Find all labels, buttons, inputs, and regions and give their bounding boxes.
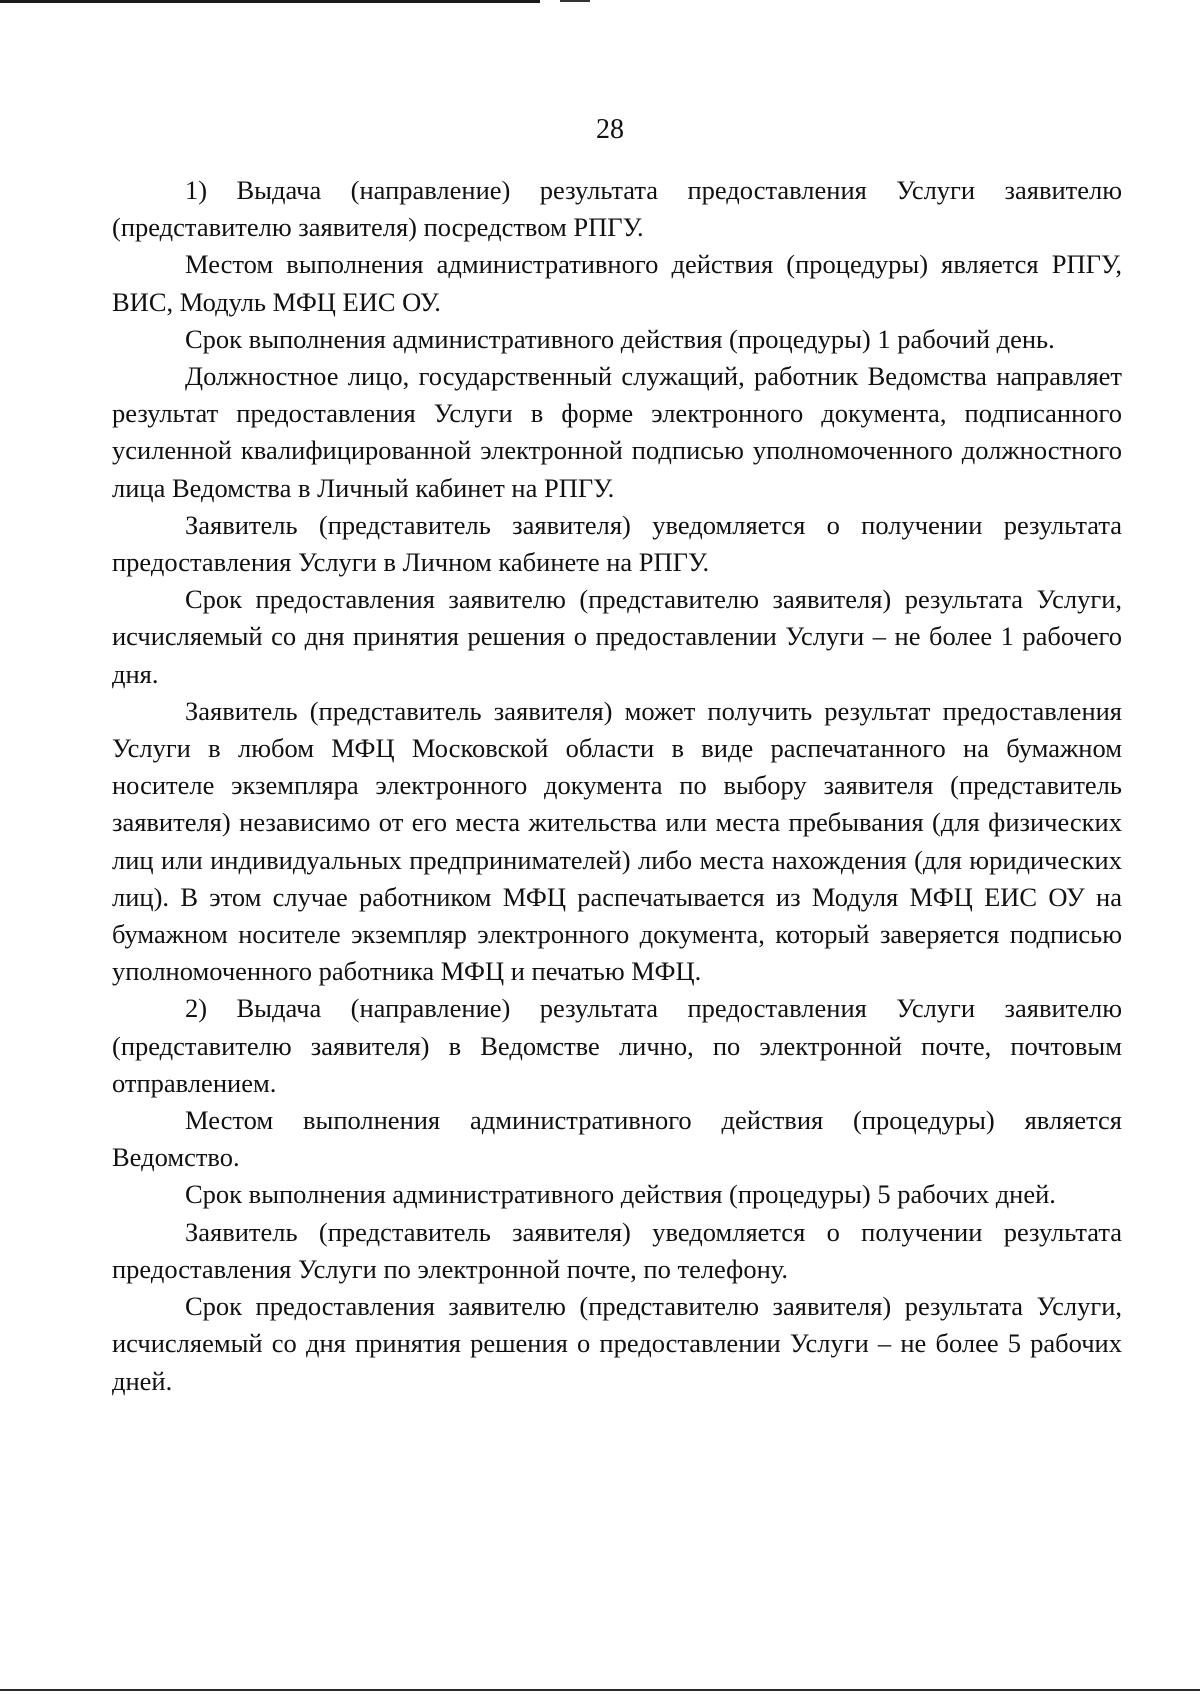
paragraph-8: 2) Выдача (направление) результата предоставления Услуги заявителю (представителю заявителя) в Ведомстве лично, по электронной почте, почтовым отправлением. <box>112 993 1122 1098</box>
paragraph-4: Должностное лицо, государственный служащий, работник Ведомства направляет результат предоставления Услуги в форме электронного документа, подписанного усиленной квалифицированной электронной подписью уполномоченного должностного лица Ведомства в Личный кабинет на РПГУ. <box>112 361 1122 503</box>
paragraph-12: Срок предоставления заявителю (представителю заявителя) результата Услуги, исчисляемый со дня принятия решения о предоставлении Услуги – не более 5 рабочих дней. <box>112 1291 1122 1396</box>
page-number: 28 <box>596 114 624 145</box>
paragraph-5: Заявитель (представитель заявителя) уведомляется о получении результата предоставления Услуги в Личном кабинете на РПГУ. <box>112 509 1122 578</box>
paragraph-11: Заявитель (представитель заявителя) уведомляется о получении результата предоставления Услуги по электронной почте, по телефону. <box>112 1216 1122 1284</box>
paragraph-2: Местом выполнения административного действия (процедуры) является РПГУ, ВИС, Модуль МФЦ ЕИС ОУ. <box>112 249 1122 317</box>
paragraph-6: Срок предоставления заявителю (представителю заявителя) результата Услуги, исчисляемый со дня принятия решения о предоставлении Услуги – не более 1 рабочего дня. <box>112 584 1122 689</box>
scan-edge-bottom <box>0 1689 1200 1691</box>
paragraph-10: Срок выполнения административного действия (процедуры) 5 рабочих дней. <box>185 1179 1056 1210</box>
paragraph-1: 1) Выдача (направление) результата предоставления Услуги заявителю (представителю заявителя) посредством РПГУ. <box>112 175 1122 243</box>
document-body <box>112 172 1122 1400</box>
scan-edge-top <box>0 0 540 3</box>
paragraph-9: Местом выполнения административного действия (процедуры) является Ведомство. <box>112 1105 1122 1173</box>
paragraph-7: Заявитель (представитель заявителя) может получить результат предоставления Услуги в любом МФЦ Московской области в виде распечатанного на бумажном носителе экземпляра электронного документа по выбору заявителя (представитель заявителя) независимо от его места жительства или места пребывания (для физических лиц или индивидуальных предпринимателей) либо места нахождения (для юридических лиц). В этом случае работником МФЦ распечатывается из Модуля МФЦ ЕИС ОУ на бумажном носителе экземпляр электронного документа, который заверяется подписью уполномоченного работника МФЦ и печатью МФЦ. <box>112 695 1122 987</box>
paragraph-3: Срок выполнения административного действия (процедуры) 1 рабочий день. <box>185 323 1055 354</box>
scan-edge-top-fragment <box>560 0 590 2</box>
